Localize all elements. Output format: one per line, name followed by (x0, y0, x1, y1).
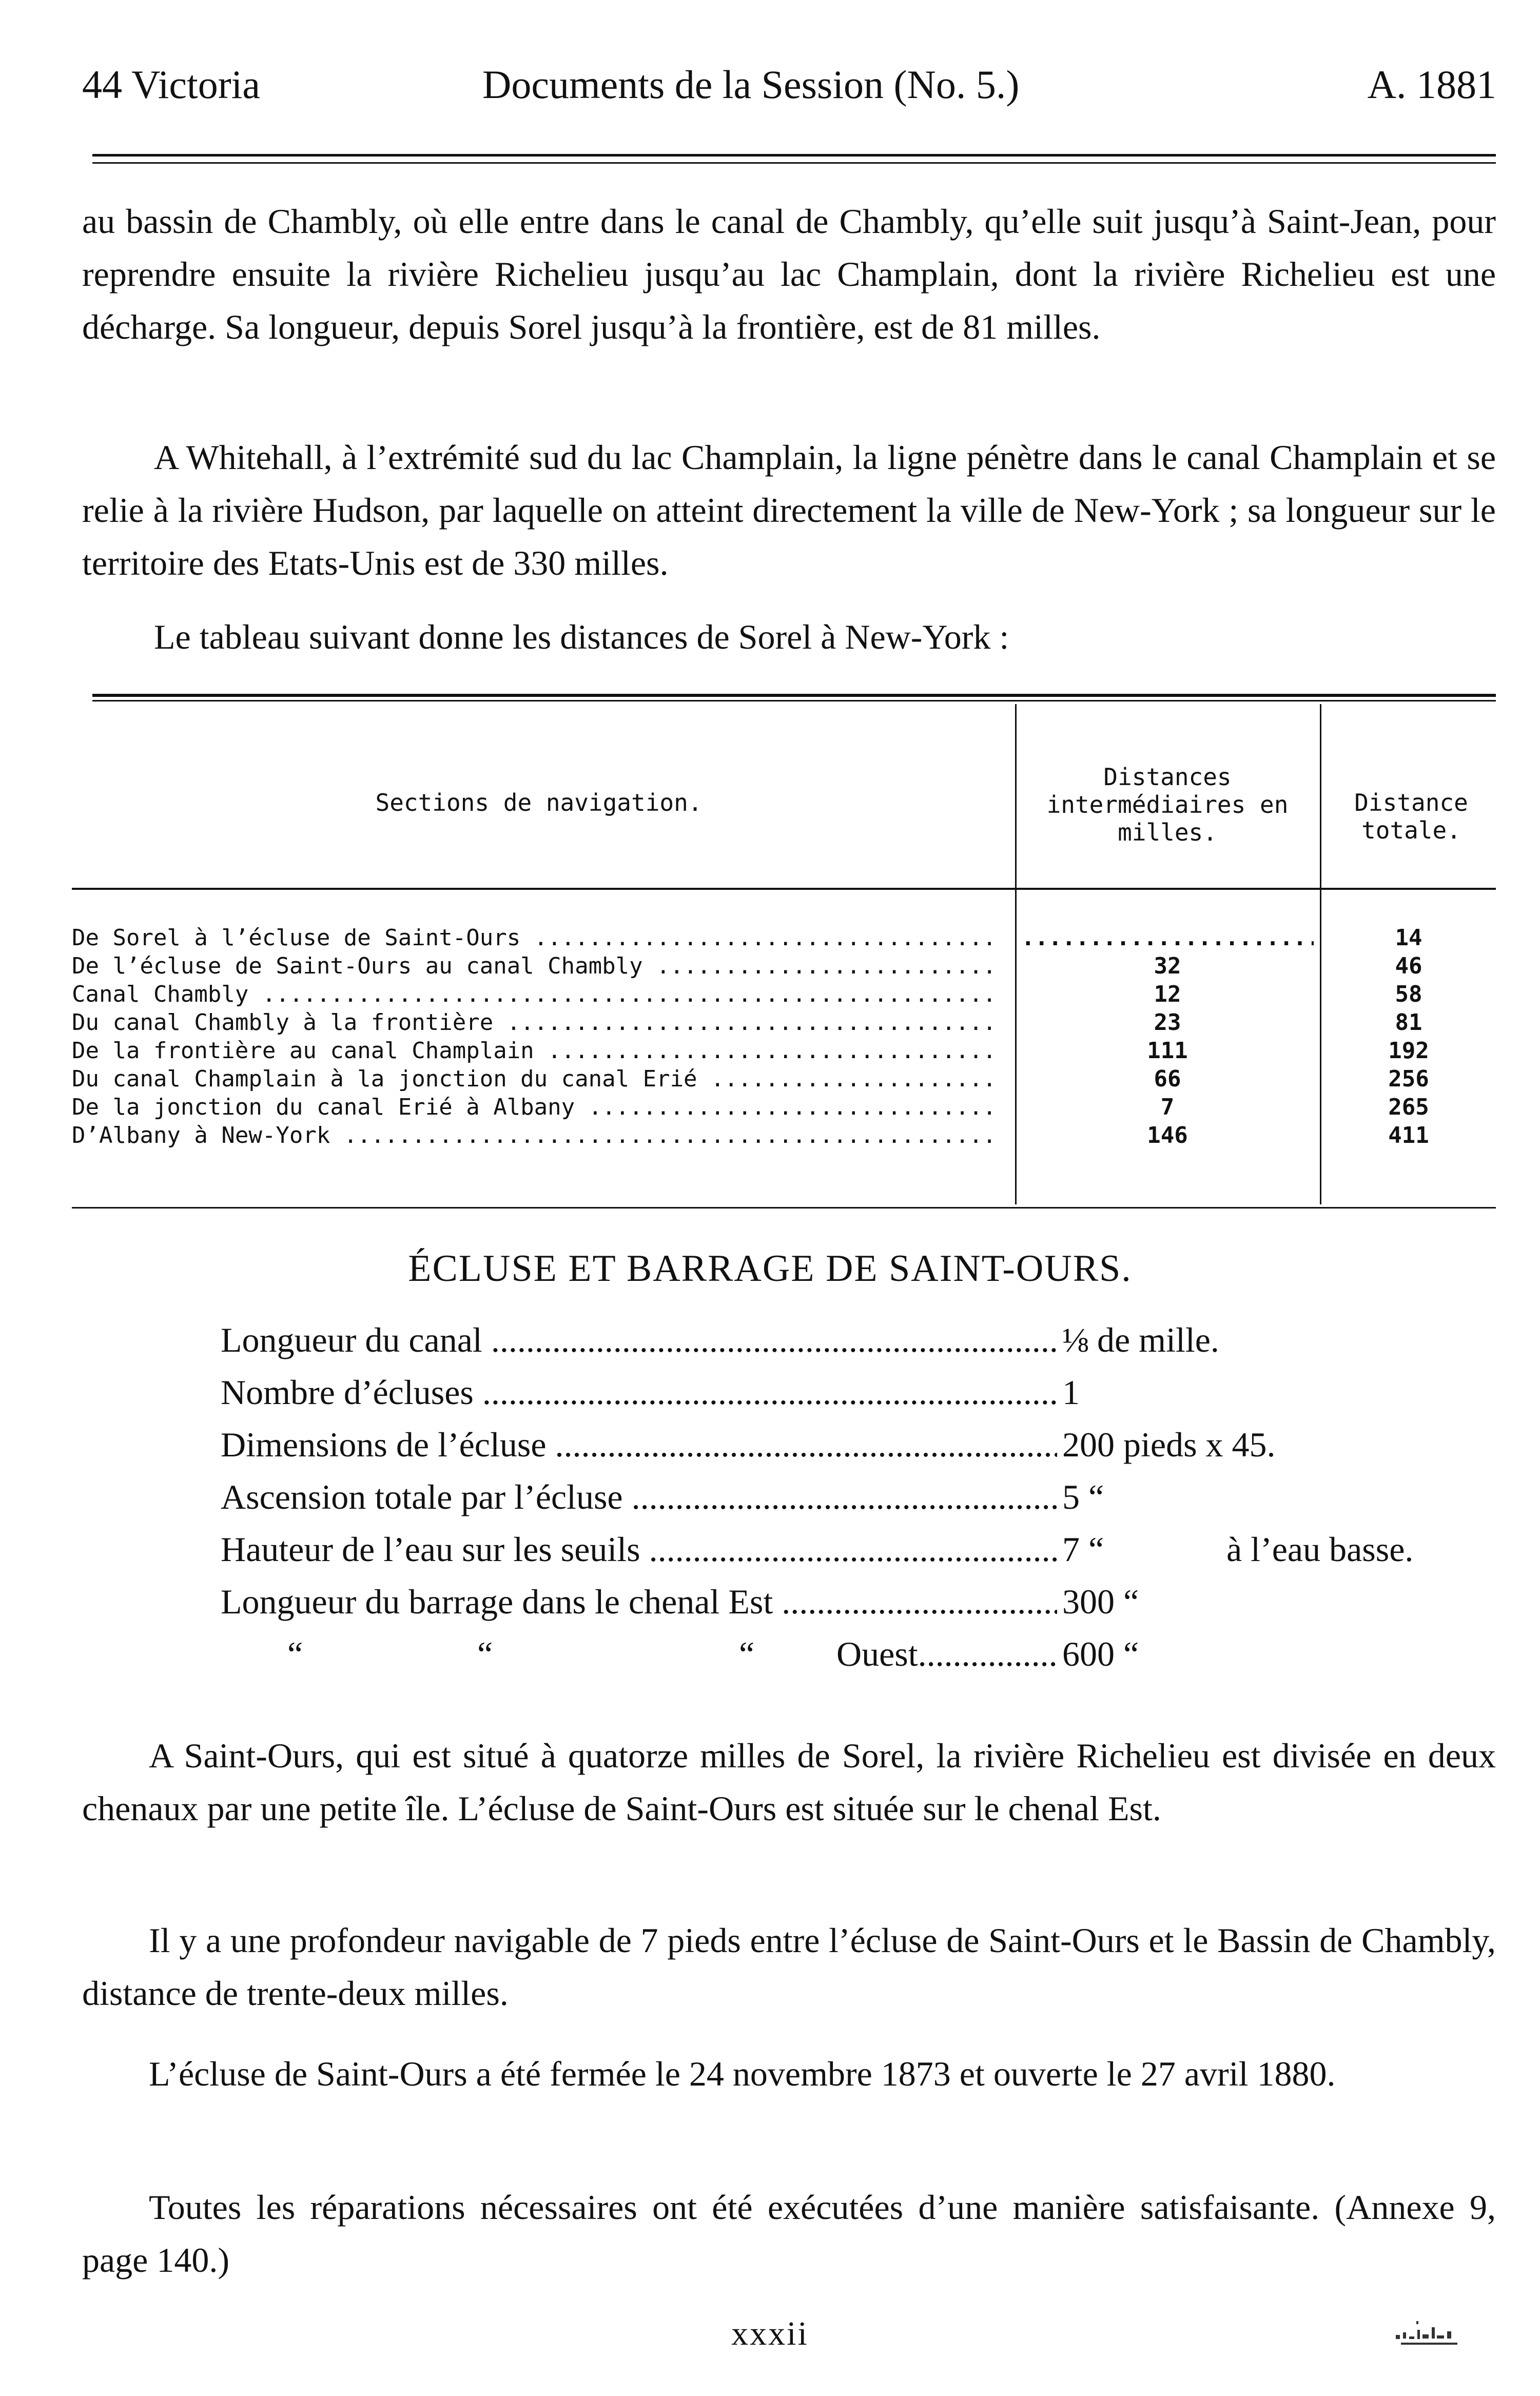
table-top-rule (92, 694, 1496, 697)
spec-row (221, 1471, 1504, 1523)
spec-row (221, 1366, 1504, 1418)
paragraph-chambly: au bassin de Chambly, où elle entre dans le canal de Chambly, qu’elle suit jusqu’à Saint-Jean, pour reprendre ensuite la rivière Richelieu jusqu’au lac Champlain, dont la rivière Richelieu est une décharge. Sa longueur, depuis Sorel jusqu’à la frontière, est de 81 milles. (82, 202, 1496, 346)
ditto-mark: “ (739, 1634, 755, 1673)
row-total: 256 (1388, 1066, 1429, 1092)
row-section: De Sorel à l’écluse de Saint-Ours ..... (72, 924, 1001, 952)
row-intermediate: 23 (1154, 1009, 1181, 1036)
table-body (72, 924, 1496, 1150)
ditto-mark: “ (287, 1634, 303, 1673)
row-section: De la frontière au canal Champlain ..... (72, 1037, 1001, 1065)
spec-note: à l’eau basse. (1226, 1530, 1414, 1569)
header-rule (92, 154, 1496, 157)
table-bottom-rule (72, 1207, 1496, 1209)
table-row (72, 980, 1496, 1008)
spec-row (221, 1314, 1504, 1366)
lock-specifications (221, 1314, 1504, 1680)
spec-row (221, 1418, 1504, 1471)
section-title: ÉCLUSE ET BARRAGE DE SAINT-OURS. (408, 1248, 1132, 1290)
row-section: Canal Chambly ..... (72, 980, 1001, 1008)
distance-table (72, 694, 1496, 1212)
spec-label: Ouest ..... (836, 1628, 1057, 1680)
row-intermediate: 111 (1147, 1038, 1188, 1064)
row-section: De l’écluse de Saint-Ours au canal Chambly ..... (72, 952, 1001, 980)
table-header-intermediate: Distances intermédiaires en milles. (1046, 763, 1289, 846)
paragraph-repairs: Toutes les réparations nécessaires ont été exécutées d’une manière satisfaisante. (Annexe 9, page 140.) (82, 2188, 1496, 2280)
row-total: 192 (1388, 1038, 1429, 1064)
paragraph-table-intro: Le tableau suivant donne les distances de Sorel à New-York : (154, 617, 1009, 656)
spec-label: Hauteur de l’eau sur les seuils ..... (221, 1523, 1057, 1575)
paragraph-saint-ours: A Saint-Ours, qui est situé à quatorze milles de Sorel, la rivière Richelieu est divisée en deux chenaux par une petite île. L’écluse de Saint-Ours est située sur le chenal Est. (82, 1736, 1496, 1828)
spec-value: 7 “ (1062, 1530, 1104, 1569)
spec-value: 1 (1062, 1373, 1080, 1412)
table-row (72, 1121, 1496, 1150)
paragraph-dates: L’écluse de Saint-Ours a été fermée le 24 novembre 1873 et ouverte le 27 avril 1880. (149, 2054, 1336, 2093)
row-total: 58 (1395, 981, 1422, 1007)
spec-label: Nombre d’écluses ..... (221, 1366, 1057, 1418)
spec-row (221, 1523, 1504, 1575)
header-year: A. 1881 (1367, 62, 1496, 107)
row-total: 411 (1388, 1122, 1429, 1148)
spec-value: 5 “ (1062, 1477, 1104, 1516)
page-number: xxxii (731, 2315, 809, 2352)
table-header-total: Distance totale. (1354, 789, 1468, 844)
spec-row-ditto (221, 1628, 1504, 1680)
spec-label: Longueur du canal ..... (221, 1314, 1057, 1366)
table-top-rule-inner (92, 700, 1496, 702)
row-intermediate (1021, 924, 1314, 952)
row-intermediate: 32 (1154, 953, 1181, 979)
row-section: Du canal Champlain à la jonction du canal Erié ..... (72, 1065, 1001, 1093)
spec-value: 200 pieds x 45. (1062, 1425, 1276, 1464)
spec-value: 600 “ (1062, 1634, 1139, 1673)
header-title: Documents de la Session (No. 5.) (482, 62, 1020, 107)
ditto-mark: “ (477, 1634, 493, 1673)
table-row (72, 924, 1496, 952)
row-total: 14 (1395, 925, 1422, 951)
spec-row (221, 1575, 1504, 1628)
table-row (72, 1008, 1496, 1037)
row-section: Du canal Chambly à la frontière ..... (72, 1008, 1001, 1037)
spec-label: Dimensions de l’écluse ..... (221, 1418, 1057, 1471)
header-rule-inner (92, 162, 1496, 164)
row-total: 81 (1395, 1009, 1422, 1036)
paragraph-whitehall: A Whitehall, à l’extrémité sud du lac Champlain, la ligne pénètre dans le canal Champlain et se relie à la rivière Hudson, par laquelle on atteint directement la ville de New-York ; sa longueur sur le territoire des Etats-Unis est de 330 milles. (82, 438, 1496, 582)
row-intermediate: 12 (1154, 981, 1181, 1007)
row-section: D’Albany à New-York ..... (72, 1121, 1001, 1150)
row-intermediate: 146 (1147, 1122, 1188, 1148)
header-volume: 44 Victoria (82, 62, 260, 107)
paragraph-depth: Il y a une profondeur navigable de 7 pieds entre l’écluse de Saint-Ours et le Bassin de Chambly, distance de trente-deux milles. (82, 1921, 1496, 2013)
spec-label: Ascension totale par l’écluse ..... (221, 1471, 1057, 1523)
row-total: 46 (1395, 953, 1422, 979)
table-row (72, 1093, 1496, 1121)
table-row (72, 952, 1496, 980)
row-total: 265 (1388, 1094, 1429, 1120)
table-row (72, 1065, 1496, 1093)
spec-value: 300 “ (1062, 1582, 1139, 1621)
spec-label: Longueur du barrage dans le chenal Est ..... (221, 1575, 1057, 1628)
row-intermediate: 66 (1154, 1066, 1181, 1092)
row-section: De la jonction du canal Erié à Albany ..... (72, 1093, 1001, 1121)
row-intermediate: 7 (1160, 1094, 1175, 1120)
table-row (72, 1037, 1496, 1065)
library-stamp-mark (1386, 2312, 1468, 2353)
table-header-sections: Sections de navigation. (375, 789, 703, 816)
table-header-rule (72, 888, 1496, 890)
spec-value: ⅛ de mille. (1062, 1320, 1219, 1359)
